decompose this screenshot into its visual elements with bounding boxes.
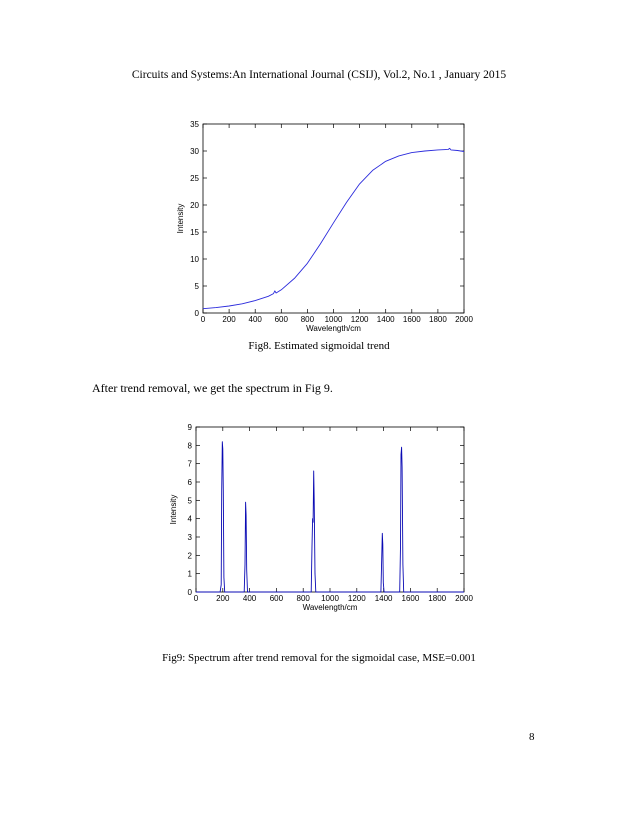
series-line xyxy=(196,442,464,592)
y-tick-label: 15 xyxy=(190,228,199,237)
x-tick-label: 1400 xyxy=(374,594,393,603)
x-tick-label: 1000 xyxy=(324,315,343,324)
running-header: Circuits and Systems:An International Journal (CSIJ), Vol.2, No.1 , January 2015 xyxy=(131,69,507,81)
x-tick-label: 0 xyxy=(193,594,199,603)
x-tick-label: 800 xyxy=(300,315,315,324)
y-axis-label: Intensity xyxy=(169,494,178,525)
y-tick-label: 30 xyxy=(190,147,199,156)
x-tick-label: 400 xyxy=(242,594,257,603)
y-tick-label: 5 xyxy=(187,496,192,506)
x-tick-label: 1600 xyxy=(401,594,420,603)
y-tick-label: 10 xyxy=(190,255,199,264)
x-tick-label: 0 xyxy=(200,315,206,324)
y-tick-label: 35 xyxy=(190,120,199,129)
y-tick-label: 6 xyxy=(187,478,192,487)
x-tick-label: 600 xyxy=(269,594,284,603)
x-axis-label: Wavelength/cm xyxy=(306,324,361,333)
x-tick-label: 1800 xyxy=(428,594,447,603)
x-tick-label: 1200 xyxy=(347,594,366,603)
x-tick-label: 200 xyxy=(216,594,230,603)
body-paragraph: After trend removal, we get the spectrum in Fig 9. xyxy=(92,381,333,395)
x-tick-label: 1800 xyxy=(429,315,447,324)
x-tick-label: 1000 xyxy=(321,594,339,603)
x-tick-label: 800 xyxy=(296,594,310,603)
plot-frame xyxy=(196,427,464,592)
x-tick-label: 2000 xyxy=(455,315,473,324)
figure-9-caption: Fig9: Spectrum after trend removal for the sigmoidal case, MSE=0.001 xyxy=(162,652,476,664)
y-tick-label: 9 xyxy=(187,423,192,432)
page-number: 8 xyxy=(529,731,535,743)
y-tick-label: 0 xyxy=(194,309,199,318)
x-tick-label: 400 xyxy=(248,315,262,324)
y-tick-label: 0 xyxy=(187,588,192,597)
y-tick-label: 3 xyxy=(187,533,192,542)
y-tick-label: 8 xyxy=(187,441,192,451)
y-tick-label: 2 xyxy=(187,551,192,561)
x-tick-label: 2000 xyxy=(455,594,473,603)
figure-8-caption: Fig8. Estimated sigmoidal trend xyxy=(248,340,390,352)
y-tick-label: 25 xyxy=(190,174,199,183)
x-tick-label: 600 xyxy=(274,315,288,324)
x-tick-label: 1400 xyxy=(376,315,395,324)
y-tick-label: 4 xyxy=(187,514,192,524)
x-tick-label: 1600 xyxy=(402,315,421,324)
x-axis-label: Wavelength/cm xyxy=(302,603,358,612)
y-axis-label: Intensity xyxy=(176,203,185,234)
y-tick-label: 1 xyxy=(187,569,192,579)
y-tick-label: 7 xyxy=(187,459,192,469)
y-tick-label: 5 xyxy=(194,282,199,291)
y-tick-label: 20 xyxy=(190,201,199,210)
x-tick-label: 200 xyxy=(222,315,236,324)
x-tick-label: 1200 xyxy=(350,315,369,324)
